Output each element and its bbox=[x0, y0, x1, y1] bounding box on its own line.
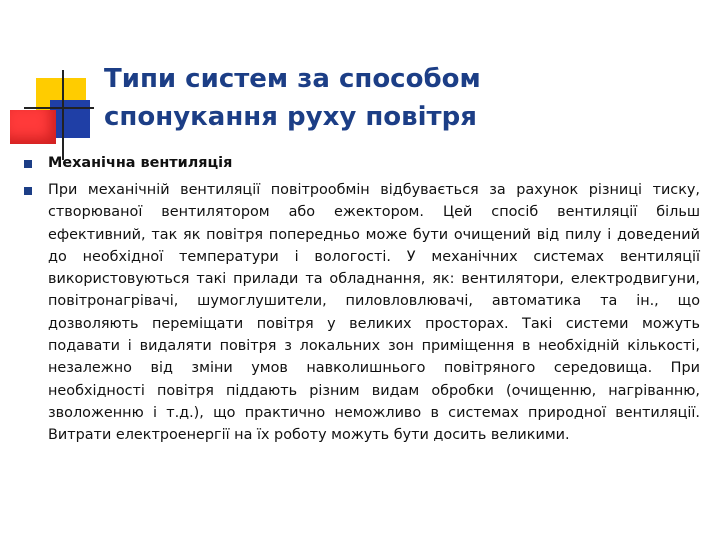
logo-vertical-line bbox=[62, 70, 64, 160]
slide-title bbox=[104, 60, 704, 136]
bullet-paragraph: При механічній вентиляції повітрообмін відбувається за рахунок різниці тиску, створюваної вентилятором або ежектором. Цей спосіб вентиляції більш ефективний, так як повітря попередньо може бути очищений від пилу і доведений до необхідної температури і вологості. У механічних системах вентиляції використовуються такі прилади та обладнання, як: вентилятори, електродвигуни, повітронагрівачі, шумоглушители, пиловловлювачі, автоматика та ін., що дозволяють переміщати повітря у великих просторах. Такі системи можуть подавати і видаляти повітря з локальних зон приміщення в необхідній кількості, незалежно від зміни умов навколишнього повітряного середовища. При необхідності повітря піддають різним видам обробки (очищенню, нагріванню, зволоженню і т.д.), що практично неможливо в системах природної вентиляції. Витрати електроенергії на їх роботу можуть бути досить великими. bbox=[48, 182, 700, 444]
slide-title-line-1: Типи систем за способом bbox=[104, 64, 481, 94]
slide-title-line-2: спонукання руху повітря bbox=[104, 102, 477, 132]
logo-horizontal-line bbox=[24, 107, 94, 109]
bullet-item-description bbox=[20, 179, 700, 447]
bullet-heading: Механічна вентиляція bbox=[48, 155, 233, 171]
bullet-list bbox=[20, 152, 700, 451]
logo-red-square bbox=[10, 110, 56, 144]
square-bullet-icon bbox=[24, 187, 32, 195]
square-bullet-icon bbox=[24, 160, 32, 168]
logo-blue-square bbox=[50, 100, 90, 138]
bullet-item-mechanical-ventilation bbox=[20, 152, 700, 175]
